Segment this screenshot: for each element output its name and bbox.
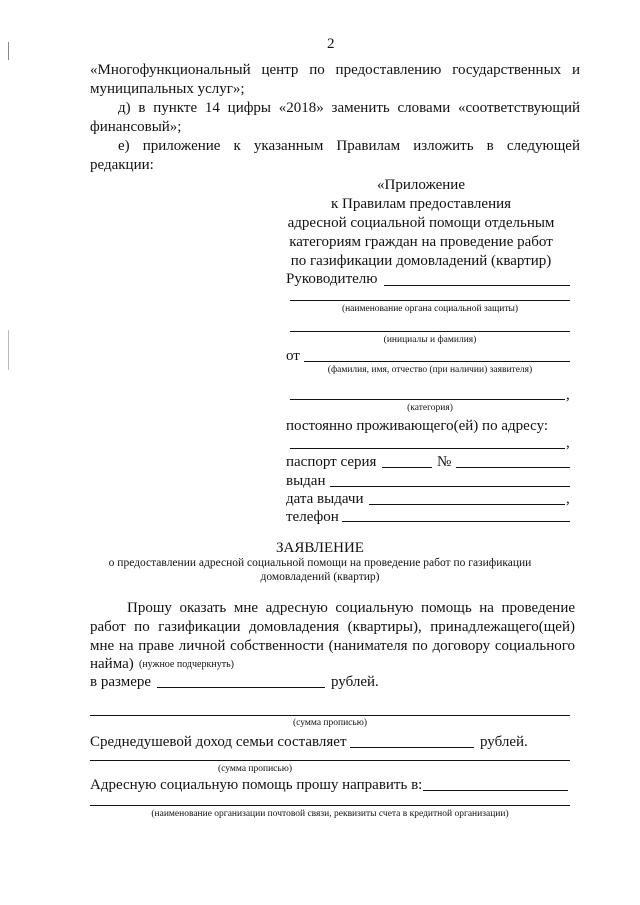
body-line: д) в пункте 14 цифры «2018» заменить словами «соответствующий bbox=[118, 100, 580, 116]
passport-series-line[interactable] bbox=[382, 467, 432, 468]
from-label: от bbox=[286, 348, 300, 364]
residence-label: постоянно проживающего(ей) по адресу: bbox=[286, 418, 549, 434]
appendix-line: адресной социальной помощи отдельным bbox=[287, 215, 555, 231]
hint-initials: (инициалы и фамилия) bbox=[383, 335, 477, 345]
appendix-line: по газификации домовладений (квартир) bbox=[290, 253, 552, 269]
appendix-line: «Приложение bbox=[376, 177, 465, 193]
statement-text: мне на праве личной собственности (нанимателя по договору социального bbox=[90, 638, 575, 654]
page-edge-mark bbox=[8, 330, 9, 370]
statement-note: (нужное подчеркнуть) bbox=[139, 659, 234, 670]
issue-date-line[interactable] bbox=[369, 504, 565, 505]
page-number: 2 bbox=[327, 36, 335, 52]
statement-subtitle: о предоставлении адресной социальной помощи на проведение работ по газификации bbox=[108, 557, 532, 569]
statement-subtitle: домовладений (квартир) bbox=[260, 571, 380, 583]
issued-line[interactable] bbox=[330, 486, 570, 487]
amount-rubles: рублей. bbox=[331, 674, 379, 690]
phone-line[interactable] bbox=[342, 521, 570, 522]
comma: , bbox=[566, 435, 570, 451]
body-line: финансовый»; bbox=[90, 119, 182, 135]
issue-date-label: дата выдачи bbox=[286, 491, 364, 507]
comma: , bbox=[566, 491, 570, 507]
hint-amount-words: (сумма прописью) bbox=[218, 764, 292, 774]
appendix-line: категориям граждан на проведение работ bbox=[289, 234, 553, 250]
applicant-line[interactable] bbox=[304, 361, 570, 362]
hint-applicant: (фамилия, имя, отчество (при наличии) заявителя) bbox=[327, 365, 533, 375]
page-edge-mark bbox=[8, 42, 9, 60]
issued-label: выдан bbox=[286, 473, 326, 489]
statement-text: Прошу оказать мне адресную социальную помощь на проведение bbox=[127, 600, 575, 616]
hint-amount-words: (сумма прописью) bbox=[293, 718, 367, 728]
hint-category: (категория) bbox=[407, 403, 453, 413]
statement-text: найма) bbox=[90, 656, 134, 672]
organ-line[interactable] bbox=[290, 300, 570, 301]
body-line: «Многофункциональный центр по предоставлению государственных и bbox=[90, 62, 580, 78]
statement-title: ЗАЯВЛЕНИЕ bbox=[276, 540, 364, 556]
amount-label: в размере bbox=[90, 674, 152, 690]
category-line[interactable] bbox=[290, 399, 565, 400]
comma: , bbox=[566, 387, 570, 403]
address-line[interactable] bbox=[290, 448, 565, 449]
amount-words-line[interactable] bbox=[90, 715, 570, 716]
income-words-line[interactable] bbox=[90, 760, 570, 761]
head-line[interactable] bbox=[384, 285, 570, 286]
bank-details-line[interactable] bbox=[90, 805, 570, 806]
income-label: Среднедушевой доход семьи составляет bbox=[90, 734, 347, 750]
initials-line[interactable] bbox=[290, 331, 570, 332]
number-sign: № bbox=[437, 454, 452, 470]
amount-line[interactable] bbox=[157, 687, 325, 688]
send-line[interactable] bbox=[423, 790, 568, 791]
income-line[interactable] bbox=[350, 747, 474, 748]
appendix-line: к Правилам предоставления bbox=[330, 196, 512, 212]
body-line: муниципальных услуг»; bbox=[90, 81, 245, 97]
income-rubles: рублей. bbox=[480, 734, 528, 750]
head-label: Руководителю bbox=[286, 271, 378, 287]
passport-number-line[interactable] bbox=[456, 467, 570, 468]
hint-organ: (наименование органа социальной защиты) bbox=[341, 304, 519, 314]
hint-bank: (наименование организации почтовой связи, реквизиты счета в кредитной организации) bbox=[151, 809, 509, 819]
phone-label: телефон bbox=[286, 509, 339, 525]
body-line: е) приложение к указанным Правилам изложить в следующей bbox=[118, 138, 580, 154]
passport-label: паспорт серия bbox=[286, 454, 377, 470]
statement-text: работ по газификации домовладения (квартиры), принадлежащего(щей) bbox=[90, 619, 575, 635]
body-line: редакции: bbox=[90, 157, 154, 173]
send-label: Адресную социальную помощь прошу направить в: bbox=[90, 777, 423, 793]
